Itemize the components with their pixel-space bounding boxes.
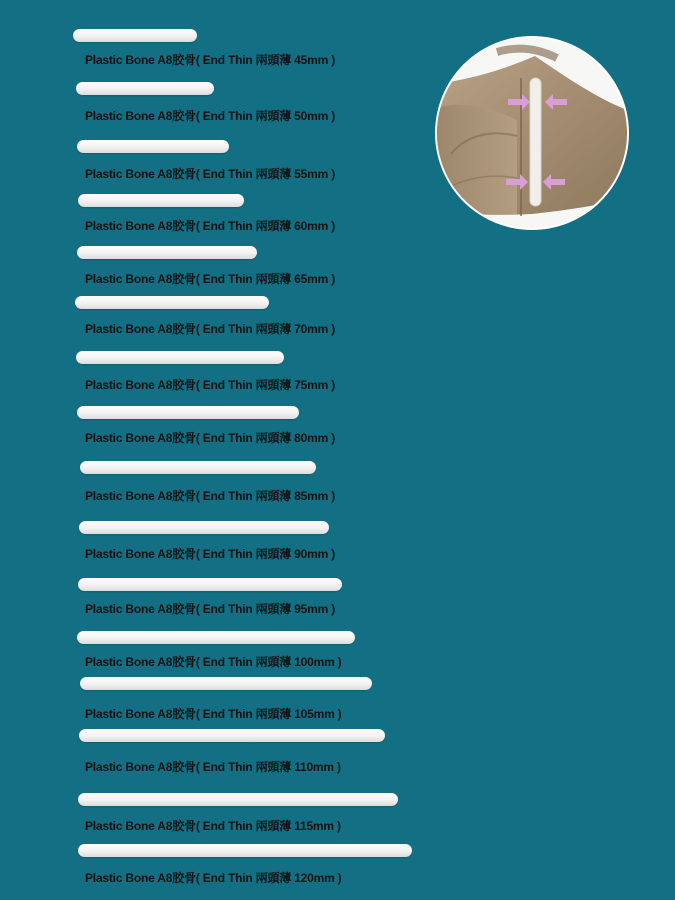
bone-label: Plastic Bone A8胶骨( End Thin 兩頭薄 95mm )	[85, 602, 335, 616]
bone-label: Plastic Bone A8胶骨( End Thin 兩頭薄 120mm )	[85, 871, 342, 885]
bone-strip	[77, 631, 355, 644]
bone-strip	[80, 677, 372, 690]
bone-label: Plastic Bone A8胶骨( End Thin 兩頭薄 65mm )	[85, 272, 335, 286]
bone-strip	[78, 194, 244, 207]
plastic-bone-highlight	[530, 78, 541, 206]
bone-strip	[77, 140, 229, 153]
bone-strip	[77, 246, 257, 259]
bone-strip	[73, 29, 197, 42]
bone-label: Plastic Bone A8胶骨( End Thin 兩頭薄 110mm )	[85, 760, 341, 774]
bone-strip	[79, 729, 385, 742]
bone-label: Plastic Bone A8胶骨( End Thin 兩頭薄 75mm )	[85, 378, 335, 392]
bone-label: Plastic Bone A8胶骨( End Thin 兩頭薄 60mm )	[85, 219, 335, 233]
bone-label: Plastic Bone A8胶骨( End Thin 兩頭薄 55mm )	[85, 167, 335, 181]
bone-strip	[76, 351, 284, 364]
bone-label: Plastic Bone A8胶骨( End Thin 兩頭薄 85mm )	[85, 489, 335, 503]
bone-strip	[76, 82, 214, 95]
product-detail-photo	[437, 38, 627, 228]
bone-strip	[79, 521, 329, 534]
bone-label: Plastic Bone A8胶骨( End Thin 兩頭薄 115mm )	[85, 819, 341, 833]
bone-label: Plastic Bone A8胶骨( End Thin 兩頭薄 90mm )	[85, 547, 335, 561]
bone-label: Plastic Bone A8胶骨( End Thin 兩頭薄 100mm )	[85, 655, 342, 669]
bone-label: Plastic Bone A8胶骨( End Thin 兩頭薄 45mm )	[85, 53, 335, 67]
bone-label: Plastic Bone A8胶骨( End Thin 兩頭薄 70mm )	[85, 322, 335, 336]
bone-strip	[78, 844, 412, 857]
bone-strip	[80, 461, 316, 474]
bone-label: Plastic Bone A8胶骨( End Thin 兩頭薄 105mm )	[85, 707, 342, 721]
bone-label: Plastic Bone A8胶骨( End Thin 兩頭薄 80mm )	[85, 431, 335, 445]
bone-label: Plastic Bone A8胶骨( End Thin 兩頭薄 50mm )	[85, 109, 335, 123]
bone-strip	[75, 296, 269, 309]
bone-strip	[78, 578, 342, 591]
bone-strip	[78, 793, 398, 806]
bone-strip	[77, 406, 299, 419]
